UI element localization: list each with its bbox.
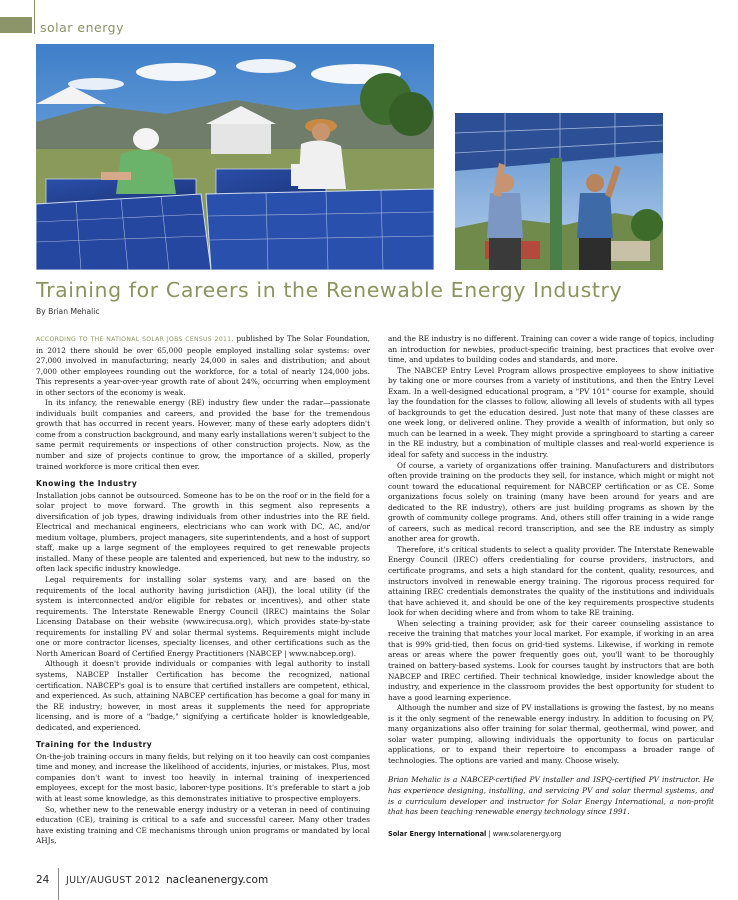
credit-org: Solar Energy International xyxy=(388,829,487,838)
paragraph: Of course, a variety of organizations offer training. Manufacturers and distributors often provide training on the products they sell, for instance, which might or might not count toward the educational requirement for NABCEP certification or as CE. Some organizations focus solely on training (many have been around for years and are dedicated to the RE industry), others are just building programs as shown by the growth of community college programs. And, others still offer training in a wide range of careers, such as medical record transcription, and see the RE industry as simply another area for growth. xyxy=(388,460,714,544)
section-color-tab xyxy=(0,17,32,33)
credit-separator: | xyxy=(486,829,493,838)
section-label: solar energy xyxy=(40,20,124,35)
credit-url[interactable]: www.solarenergy.org xyxy=(492,829,562,838)
footer-divider xyxy=(58,868,59,900)
paragraph: Although it doesn't provide individuals or companies with legal authority to install systems, NABCEP Installer Certification has become the recognized, national certification. NABCEP's goal is to ensure that certified installers are competent, ethical, and experienced. As such, attaining NABCEP certification has become a goal for many in the RE industry; however, in most areas it supplements the need for appropriate licensing, and is more of a "badge," signifying a certificate holder is knowledgeable, dedicated, and experienced. xyxy=(36,659,370,732)
footer-website[interactable]: nacleanenergy.com xyxy=(166,874,269,886)
photo-training-field xyxy=(36,44,434,270)
paragraph: Therefore, it's critical students to select a quality provider. The Interstate Renewable Energy Council (IREC) offers credentialing for course providers, instructors, and certificate programs, and sets a high standard for the content, quality, resources, and instructors involved in renewable energy training. The rigorous process required for attaining IREC credentials demonstrates the quality of the institutions and individuals that have achieved it, and should be one of the key requirements prospective students look for when deciding where and from whom to take RE training. xyxy=(388,544,714,618)
paragraph: The NABCEP Entry Level Program allows prospective employees to show initiative by taking one or more courses from a variety of institutions, and then the Entry Level Exam. In a well-designed educational program, a "PV 101" course for example, should lay the foundation for the classes to follow, allowing all levels of students with all types of backgrounds to get the education desired. Just note that many of these classes are one week long, or delivered online. They provide a wealth of information, but only so much can be learned in a week. They might provide a springboard to starting a career in the RE industry, but a combination of multiple classes and real-world experience is ideal for safety and success in the industry. xyxy=(388,365,714,460)
article-column-left xyxy=(36,334,370,847)
paragraph: On-the-job training occurs in many fields, but relying on it too heavily can cost companies time and money, and increase the likelihood of accidents, injuries, or mistakes. Plus, most companies don't want to invest too heavily in internal training of inexperienced employees, except for the most basic, laborer-type positions. It's preferable to start a job with at least some knowledge, as this demonstrates initiative to prospective employers. xyxy=(36,751,370,803)
article-column-right xyxy=(388,334,714,839)
paragraph: ACCORDING TO THE NATIONAL SOLAR JOBS CENSUS 2011, published by The Solar Foundation, in 2012 there should be over 65,000 people employed installing solar systems: over 27,000 involved in manufacturing; nearly 24,000 in sales and distribution; and about 7,000 other employees rounding out the workforce, for a total of nearly 124,000 jobs. This represents a year-over-year growth rate of about 24%, occurring when employment in other sectors of the economy is weak. xyxy=(36,334,370,397)
paragraph: In its infancy, the renewable energy (RE) industry flew under the radar—passionate individuals built companies and careers, and provided the base for the tremendous growth that has occurred in recent years. However, many of these early adopters didn't come from a construction background, and many early installations weren't subject to the same permit requirements or inspections of other construction projects. Now, as the number and size of projects continue to grow, the importance of a skilled, properly trained workforce is more critical then ever. xyxy=(36,398,370,471)
section-divider xyxy=(34,0,35,34)
paragraph: and the RE industry is no different. Training can cover a wide range of topics, including an introduction for newbies, product-specific training, best practices that evolve over time, and updates to building codes and standards, and more. xyxy=(388,334,714,365)
page-number: 24 xyxy=(36,874,50,886)
paragraph: Although the number and size of PV installations is growing the fastest, by no means is it the only segment of the renewable energy industry. In addition to focusing on PV, many organizations also offer training for solar thermal, geothermal, wind power, and solar water pumping, allowing individuals the opportunity to focus on particular applications, or to expand their repertoire to encompass a broader range of technologies. The options are varied and many. Choose wisely. xyxy=(388,703,714,765)
lead-in: ACCORDING TO THE NATIONAL SOLAR JOBS CENSUS 2011, xyxy=(36,336,234,343)
article-byline: By Brian Mehalic xyxy=(36,307,100,316)
photo-overhead-install xyxy=(455,113,663,270)
subheading: Knowing the Industry xyxy=(36,479,138,489)
paragraph: Installation jobs cannot be outsourced. Someone has to be on the roof or in the field for a solar project to move forward. The growth in this segment also represents a diversification of job types, drawing individuals from other industries into the RE field. Electrical and mechanical engineers, electricians who can work with DC, AC, and/or medium voltage, plumbers, project managers, site superintendents, and a host of support staff, make up a large segment of the employees required to get renewable projects installed. Many of these people are talented and experienced, but new to the industry, so often lack specific industry knowledge. xyxy=(36,490,370,574)
issue-date: JULY/AUGUST 2012 xyxy=(66,875,161,886)
organization-credit xyxy=(388,829,714,840)
article-headline: Training for Careers in the Renewable Energy Industry xyxy=(36,278,623,302)
paragraph: Legal requirements for installing solar systems vary, and are based on the requirements of the local authority having jurisdiction (AHJ), the local utility (if the system is interconnected and/or eligible for rebates or incentives), and other state requirements. The Interstate Renewable Energy Council (IREC) maintains the Solar Licensing Database on their website (www.irecusa.org), which provides state-by-state requirements for installing PV and solar thermal systems. Requirements might include one or more contractor licenses, specialty licenses, and other certifications such as the North American Board of Certified Energy Practitioners (NABCEP | www.nabcep.org). xyxy=(36,575,370,658)
author-bio: Brian Mehalic is a NABCEP-certified PV installer and ISPQ-certified PV instructor. He has experience designing, installing, and servicing PV and solar thermal systems, and is a curriculum developer and instructor for Solar Energy International, a non-profit that has been teaching renewable energy technology since 1991. xyxy=(388,775,714,817)
subheading: Training for the Industry xyxy=(36,740,153,750)
paragraph: So, whether new to the renewable energy industry or a veteran in need of continuing education (CE), training is critical to a safe and successful career. Many other trades have existing training and CE mechanisms through union programs or mandated by local AHJs, xyxy=(36,804,370,846)
paragraph: When selecting a training provider, ask for their career counseling assistance to receive the training that matches your local market. For example, if working in an area that is 99% grid-tied, then focus on grid-tied systems. Likewise, if working in remote areas or areas where the power frequently goes out, you'll want to be thoroughly trained on battery-based systems. Look for courses taught by instructors that are both NABCEP and IREC certified. Their technical knowledge, insider knowledge about the industry, and experience in the classroom provides the best opportunity for student to have a good learning experience. xyxy=(388,618,714,702)
